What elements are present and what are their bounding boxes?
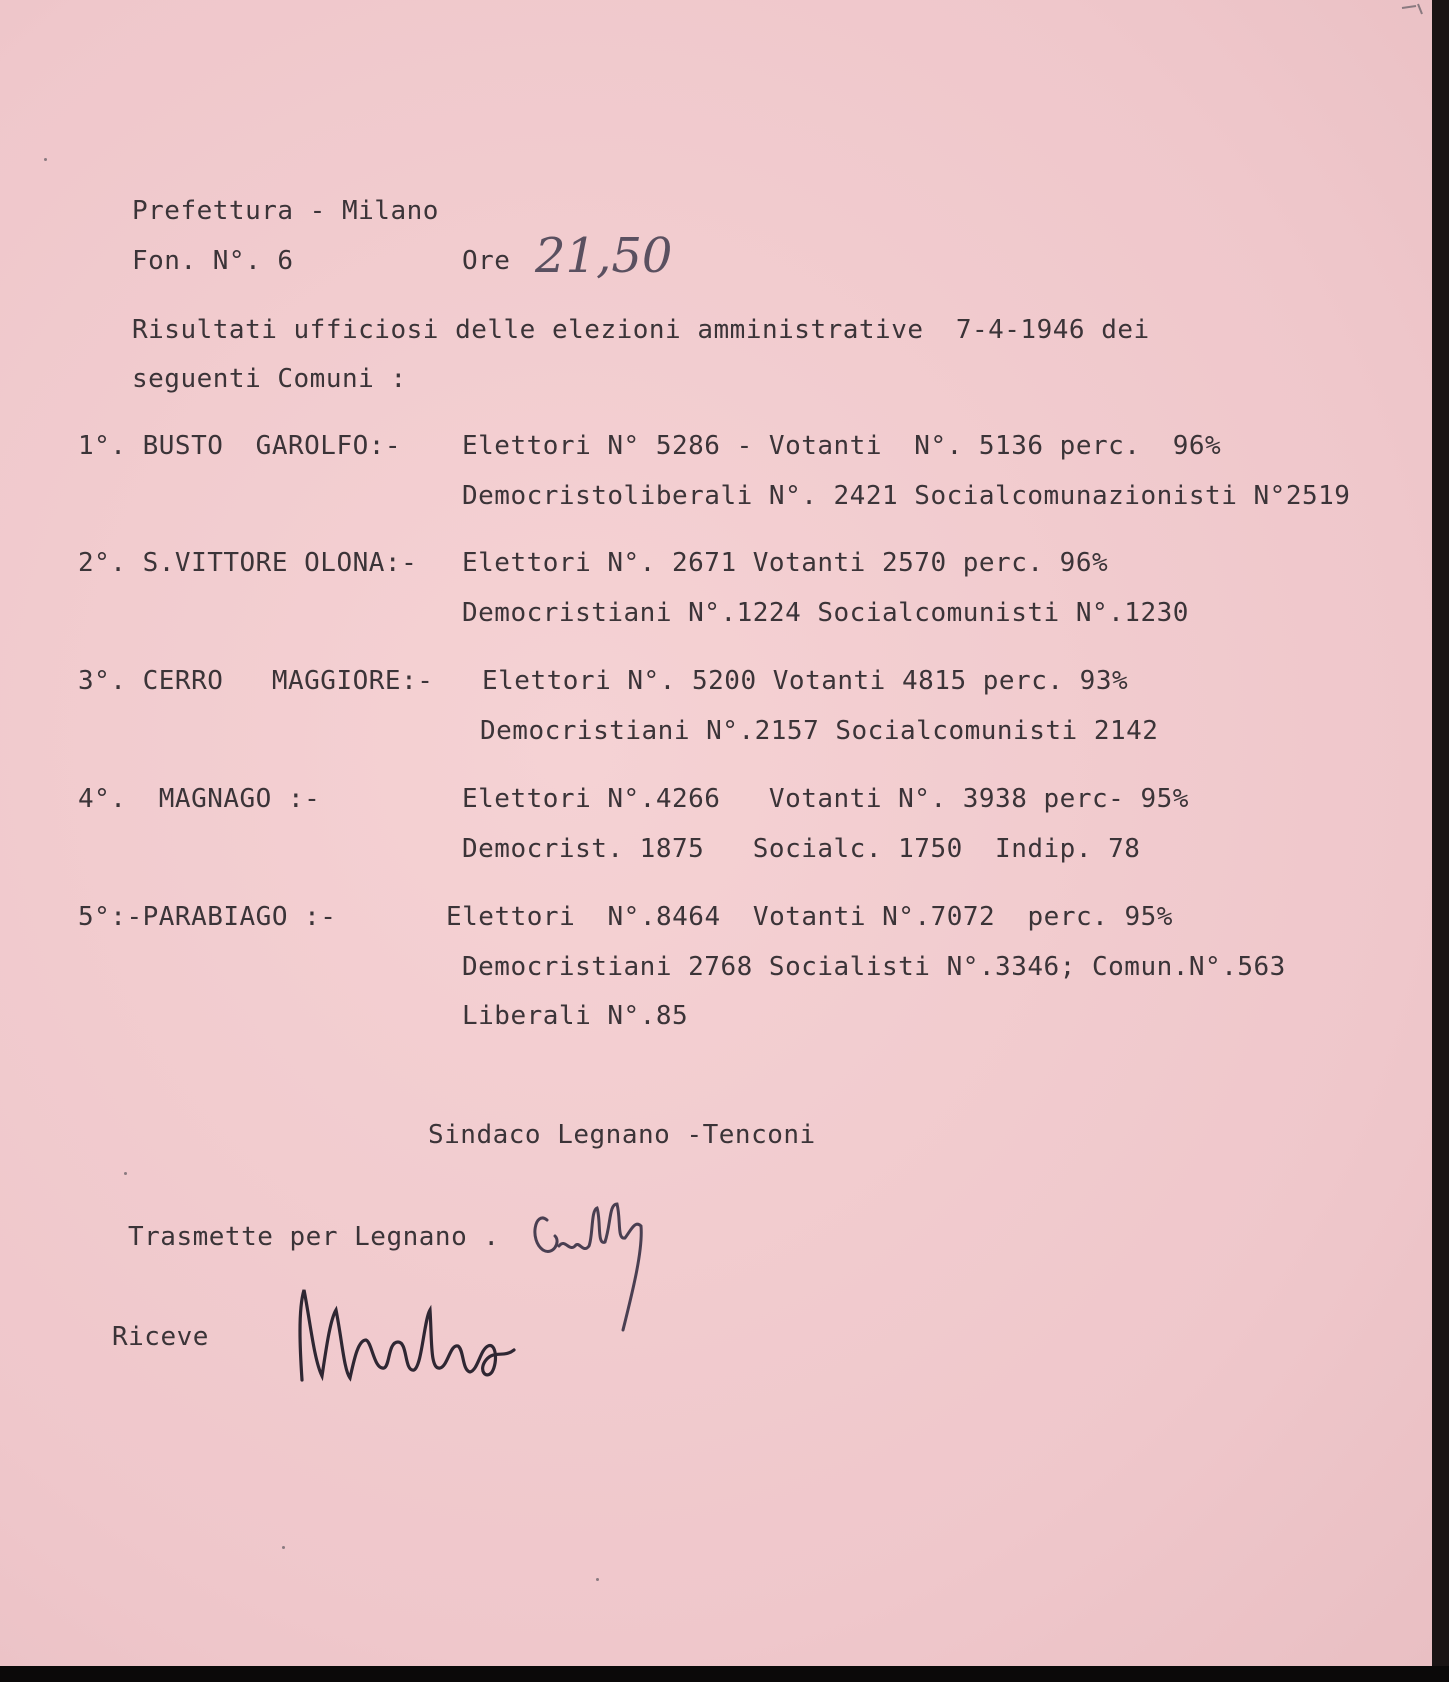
paper-speck — [282, 1546, 285, 1549]
intro-line-1: Risultati ufficiosi delle elezioni amministrative 7-4-1946 dei — [132, 315, 1150, 345]
paper-speck — [44, 158, 47, 161]
entry-label: 2°. S.VITTORE OLONA:- — [78, 548, 418, 578]
entry-label: 5°:-PARABIAGO :- — [78, 902, 337, 932]
corner-mark — [1398, 0, 1432, 20]
entry-voters-line: Elettori N°. 2671 Votanti 2570 perc. 96% — [462, 548, 1109, 578]
entry-voters-line: Elettori N°.8464 Votanti N°.7072 perc. 95% — [446, 902, 1173, 932]
signature-receiver — [292, 1280, 552, 1400]
entry-voters-line: Elettori N°. 5200 Votanti 4815 perc. 93% — [482, 666, 1129, 696]
entry-label: 4°. MAGNAGO :- — [78, 784, 321, 814]
sindaco-line: Sindaco Legnano -Tenconi — [428, 1120, 816, 1150]
entry-voters-line: Elettori N°.4266 Votanti N°. 3938 perc- 95% — [462, 784, 1189, 814]
handwritten-time: 21,50 — [535, 228, 673, 284]
entry-results-line: Democristoliberali N°. 2421 Socialcomunazionisti N°2519 — [462, 481, 1351, 511]
entry-voters-line: Elettori N° 5286 - Votanti N°. 5136 perc. 96% — [462, 431, 1222, 461]
scan-edge-right — [1432, 0, 1449, 1682]
riceve-label: Riceve — [112, 1322, 209, 1352]
entry-results-line: Democristiani N°.2157 Socialcomunisti 2142 — [480, 716, 1159, 746]
entry-results-line: Democristiani N°.1224 Socialcomunisti N°.1230 — [462, 598, 1189, 628]
header-office: Prefettura - Milano — [132, 196, 439, 226]
scan-edge-bottom — [0, 1666, 1449, 1682]
intro-line-2: seguenti Comuni : — [132, 364, 407, 394]
entry-results-line: Democristiani 2768 Socialisti N°.3346; Comun.N°.563 — [462, 952, 1286, 982]
header-fon-number: Fon. N°. 6 — [132, 246, 294, 276]
entry-label: 3°. CERRO MAGGIORE:- — [78, 666, 434, 696]
entry-results-line: Democrist. 1875 Socialc. 1750 Indip. 78 — [462, 834, 1141, 864]
paper-speck — [124, 1172, 127, 1175]
entry-label: 1°. BUSTO GAROLFO:- — [78, 431, 402, 461]
paper-speck — [596, 1578, 599, 1581]
header-ore-label: Ore — [462, 246, 511, 276]
trasmette-line: Trasmette per Legnano . — [128, 1222, 500, 1252]
entry-results-line-extra: Liberali N°.85 — [462, 1001, 689, 1031]
